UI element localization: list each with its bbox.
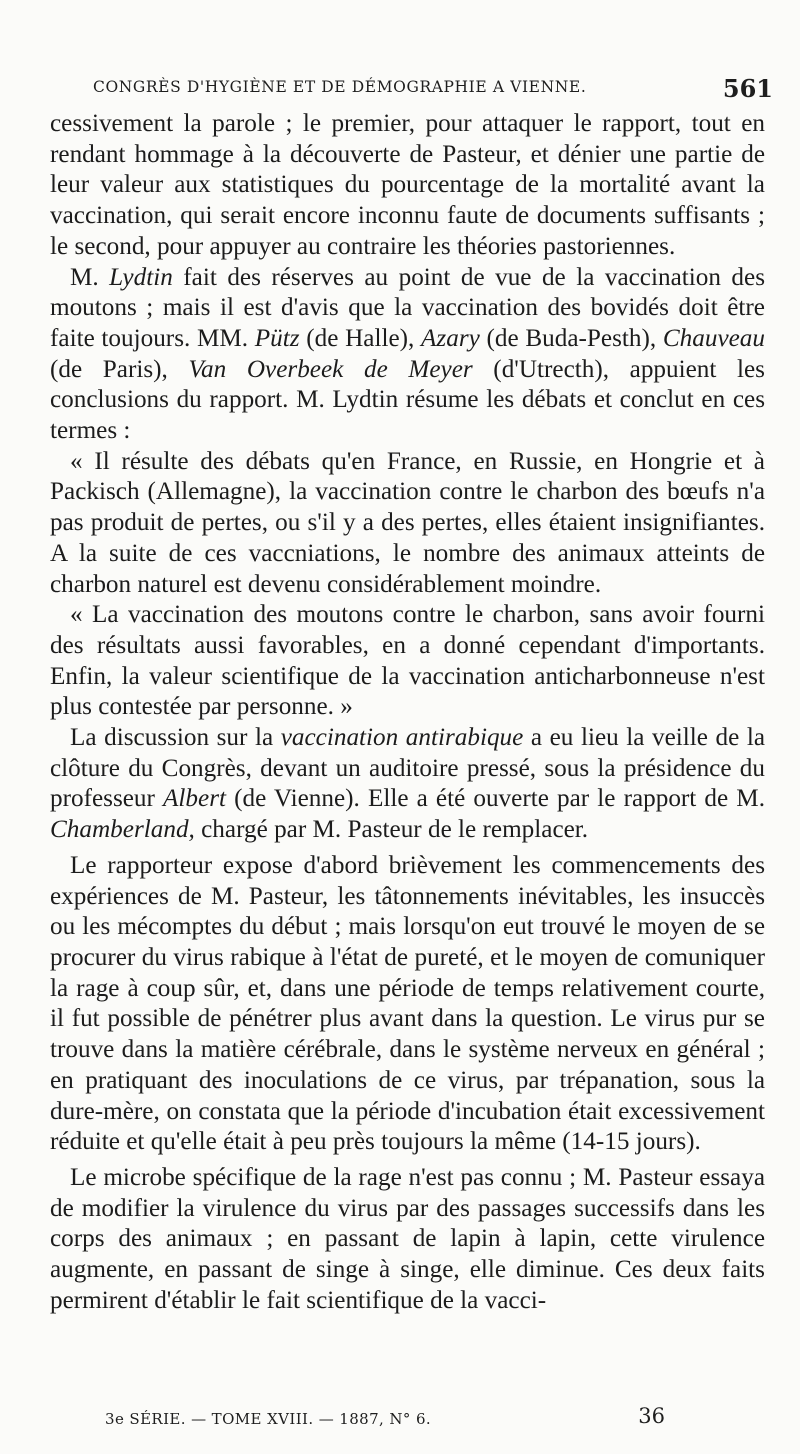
body-text	[50, 109, 765, 1316]
p2-text-d: (de Buda-Pesth),	[479, 324, 663, 352]
paragraph-2	[50, 263, 765, 447]
p5-text-a: La discussion sur la	[70, 724, 281, 752]
page-header	[93, 74, 773, 106]
p5-text-c: (de Vienne). Elle a été ouverte par le rapport de M.	[226, 785, 765, 813]
name-chamberland: Chamberland,	[50, 816, 195, 844]
paragraph-4-quote: « La vaccination des moutons contre le charbon, sans avoir fourni des résultats aussi favorables, en a donné cependant d'importants. Enfin, la valeur scientifique de la vaccination anticharbonneuse n'est plus contestée par personne. »	[50, 601, 765, 721]
name-putz: Pütz	[254, 324, 300, 352]
page-number: 561	[722, 74, 773, 103]
p5-text-b: a eu lieu la veille de la clôture du Congrès, devant un auditoire pressé, sous la présidence du professeur	[50, 724, 766, 813]
name-albert: Albert	[163, 785, 226, 813]
paragraph-1: cessivement la parole ; le premier, pour attaquer le rapport, tout en rendant hommage à la découverte de Pasteur, et dénier une partie de leur valeur aux statistiques du pourcentage de la mortalité avant la vaccination, qui serait encore inconnu faute de documents suffisants ; le second, pour appuyer au contraire les théories pastoriennes.	[50, 110, 765, 260]
running-head: CONGRÈS D'HYGIÈNE ET DE DÉMOGRAPHIE A VIENNE.	[93, 78, 587, 96]
paragraph-5	[50, 723, 765, 846]
sheet-number: 36	[638, 1404, 665, 1428]
p2-text-e: (de Paris),	[50, 355, 189, 383]
p2-text-f: (d'Utrecth), appuient les conclusions du rapport. M. Lydtin résume les débats et conclut en ces termes :	[50, 355, 765, 445]
p5-text-d: chargé par M. Pasteur de le remplacer.	[194, 816, 589, 844]
series-signature: 3e SÉRIE. — TOME XVIII. — 1887, N° 6.	[105, 1410, 432, 1428]
name-azary: Azary	[421, 324, 480, 352]
page-footer	[105, 1404, 665, 1434]
paragraph-6: Le rapporteur expose d'abord brièvement les commencements des expériences de M. Pasteur, les tâtonnements inévitables, les insuccès ou les mécomptes du début ; mais lorsqu'on eut trouvé le moyen de se procurer du virus rabique à l'état de pureté, et le moyen de comuniquer la rage à coup sûr, et, dans une période de temps relativement courte, il fut possible de pénétrer plus avant dans la question. Le virus pur se trouve dans la matière cérébrale, dans le système nerveux en général ; en pratiquant des inoculations de ce virus, par trépanation, sous la dure-mère, on constata que la période d'incubation était excessivement réduite et qu'elle était à peu près toujours la même (14-15 jours).	[50, 851, 765, 1156]
name-van-overbeek: Van Overbeek de Meyer	[188, 355, 473, 383]
paragraph-3-quote: « Il résulte des débats qu'en France, en Russie, en Hongrie et à Packisch (Allemagne), la vaccination contre le charbon des bœufs n'a pas produit de pertes, ou s'il y a des pertes, elles étaient insignifiantes. A la suite de ces vaccniations, le nombre des animaux atteints de charbon naturel est devenu considérablement moindre.	[50, 447, 765, 598]
name-chauveau: Chauveau	[662, 324, 765, 352]
p2-text-c: (de Halle),	[299, 324, 422, 352]
name-lydtin: Lydtin	[109, 263, 173, 291]
p2-text-a: M.	[70, 263, 110, 291]
p2-text-b: fait des réserves au point de vue de la vaccination des moutons ; mais il est d'avis que la vaccination des bovidés doit être faite toujours. MM.	[50, 263, 765, 352]
term-vaccination-antirabique: vaccination antirabique	[280, 724, 524, 752]
paragraph-7: Le microbe spécifique de la rage n'est pas connu ; M. Pasteur essaya de modifier la virulence du virus par des passages successifs dans les corps des animaux ; en passant de lapin à lapin, cette virulence augmente, en passant de singe à singe, elle diminue. Ces deux faits permirent d'établir le fait scientifique de la vacci-	[50, 1163, 765, 1314]
